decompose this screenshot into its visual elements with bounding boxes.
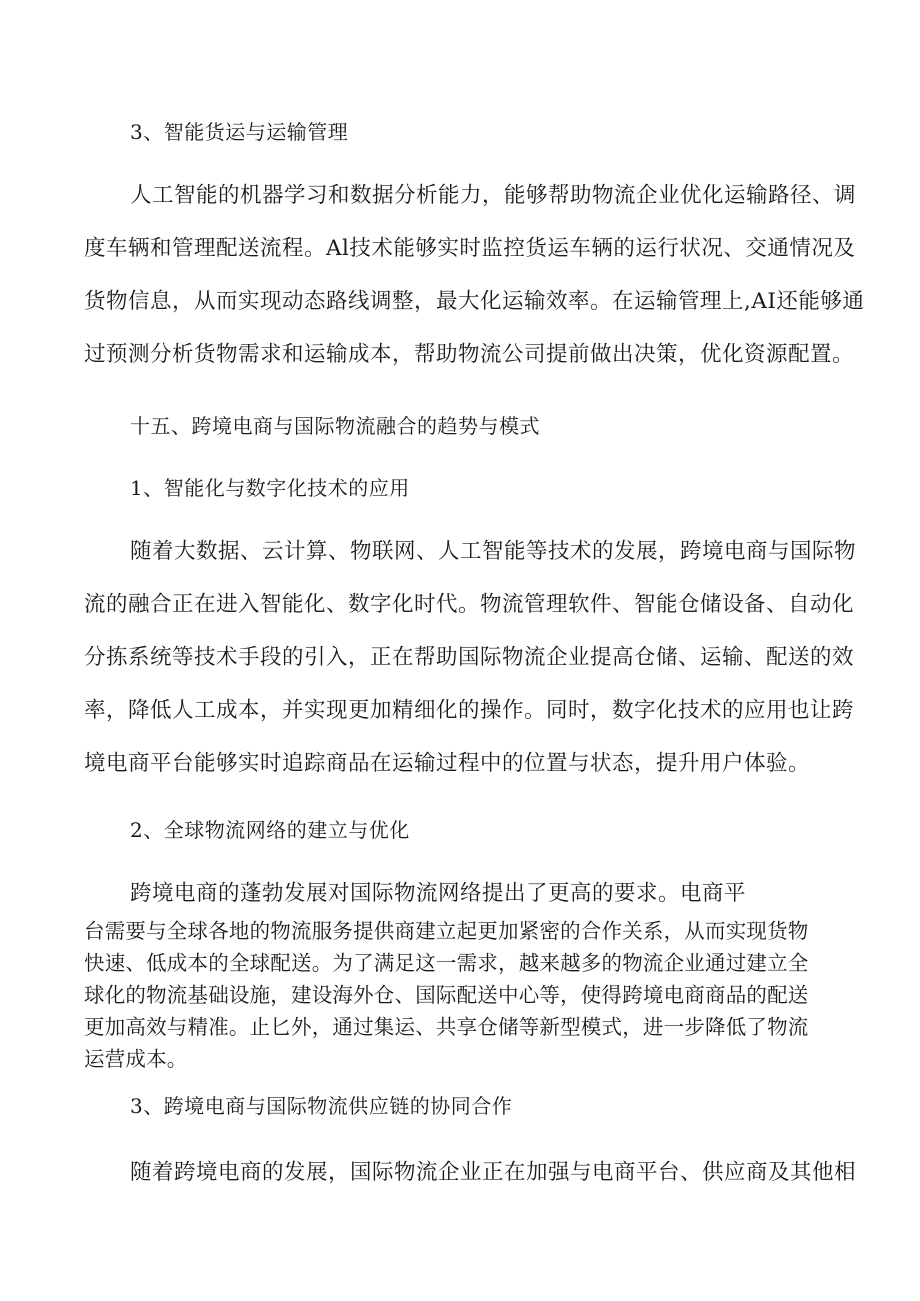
paragraph-line: 台需要与全球各地的物流服务提供商建立起更加紧密的合作关系，从而实现货物 [84,919,809,943]
paragraph-line: 运营成本。 [84,1047,188,1071]
paragraph-line: 人工智能的机器学习和数据分析能力，能够帮助物流企业优化运输路径、调 [130,183,857,208]
paragraph-line: 流的融合正在进入智能化、数字化时代。物流管理软件、智能仓储设备、自动化 [84,592,855,617]
sub-1-heading: 1、智能化与数字化技术的应用 [130,476,410,500]
paragraph-line: 境电商平台能够实时追踪商品在运输过程中的位置与状态，提升用户体验。 [84,751,811,776]
paragraph-line: 分拣系统等技术手段的引入，正在帮助国际物流企业提高仓储、运输、配送的效 [84,645,855,670]
paragraph-line: 过预测分析货物需求和运输成本，帮助物流公司提前做出决策，优化资源配置。 [84,342,855,367]
paragraph-line: 快速、低成本的全球配送。为了满足这一需求，越来越多的物流企业通过建立全 [84,951,809,975]
paragraph-line: 货物信息，从而实现动态路线调整，最大化运输效率。在运输管理上,AI还能够通 [84,289,865,314]
paragraph-line: 随着跨境电商的发展，国际物流企业正在加强与电商平台、供应商及其他相 [130,1160,857,1185]
paragraph-line: 球化的物流基础设施，建设海外仓、国际配送中心等，使得跨境电商商品的配送 [84,983,809,1007]
sub-2-heading: 2、全球物流网络的建立与优化 [130,818,410,842]
paragraph-line: 跨境电商的蓬勃发展对国际物流网络提出了更高的要求。电商平 [130,881,747,906]
section-3-heading: 3、智能货运与运输管理 [130,120,349,144]
chapter-heading: 十五、跨境电商与国际物流融合的趋势与模式 [130,414,540,438]
paragraph-line: 随着大数据、云计算、物联网、人工智能等技术的发展，跨境电商与国际物 [130,539,857,564]
paragraph-line: 度车辆和管理配送流程。Al技术能够实时监控货运车辆的运行状况、交通情况及 [84,236,856,261]
sub-3-heading: 3、跨境电商与国际物流供应链的协同合作 [130,1094,513,1118]
paragraph-line: 更加高效与精准。止匕外，通过集运、共享仓储等新型模式，进一步降低了物流 [84,1015,809,1039]
paragraph-line: 率，降低人工成本，并实现更加精细化的操作。同时，数字化技术的应用也让跨 [84,698,855,723]
